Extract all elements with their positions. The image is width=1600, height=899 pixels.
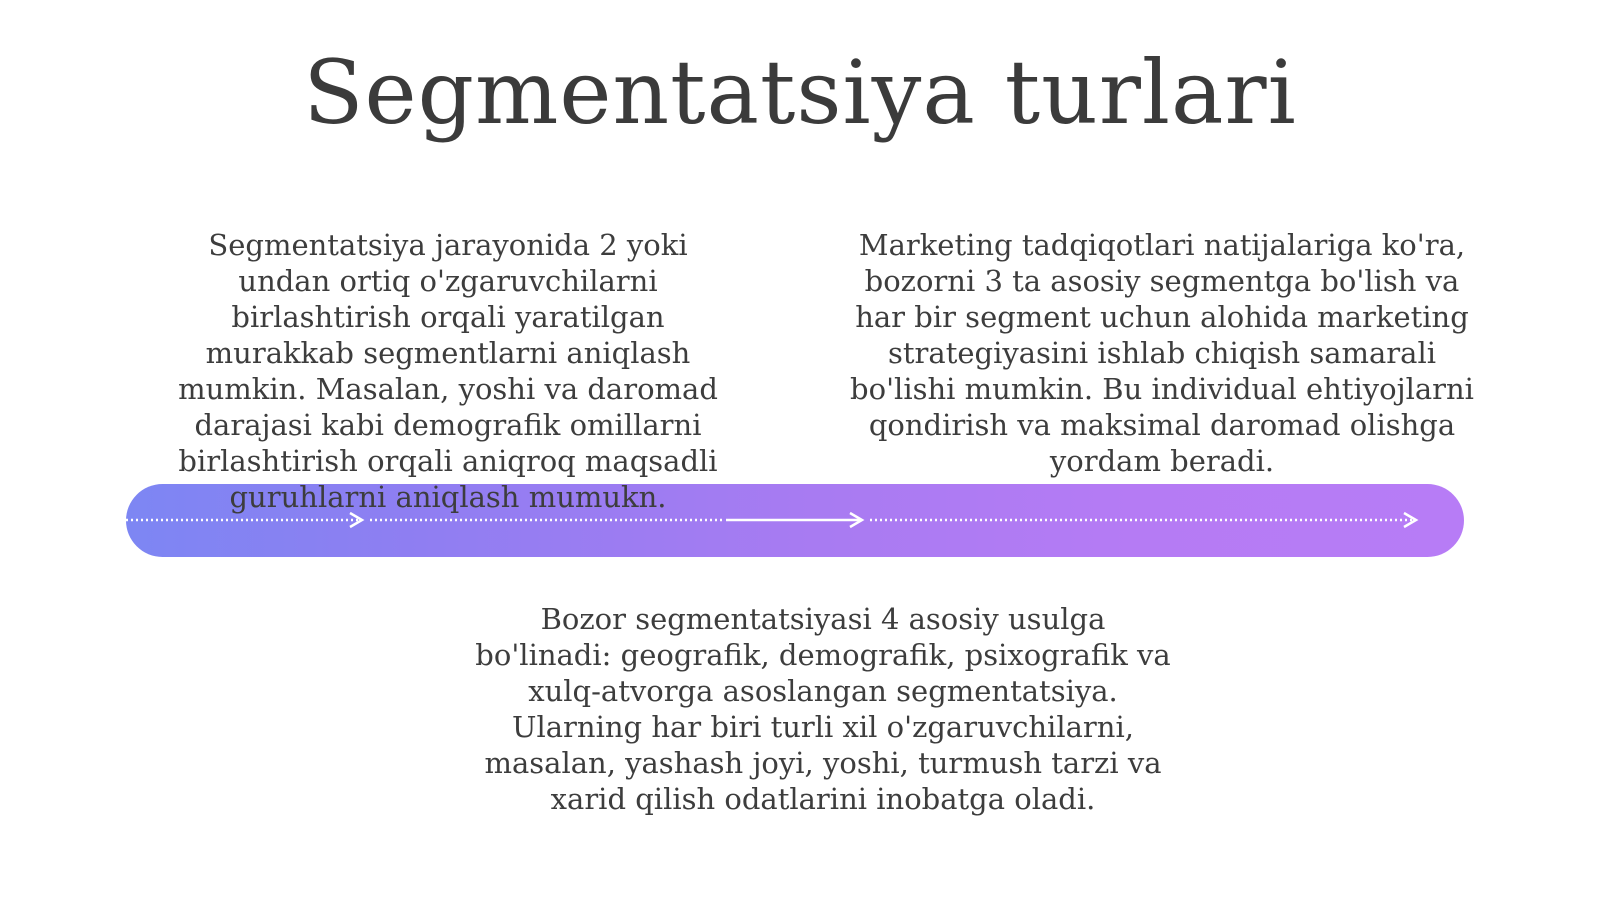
left-text-block: Segmentatsiya jarayonida 2 yoki undan ortiq o'zgaruvchilarni birlashtirish orqali yaratilgan murakkab segmentlarni aniqlash mumkin. Masalan, yoshi va daromad darajasi kabi demografik omillarni birlashtirish orqali aniqroq maqsadli guruhlarni aniqlash mumukn.: [178, 228, 718, 514]
right-text-block: Marketing tadqiqotlari natijalariga ko'ra, bozorni 3 ta asosiy segmentga bo'lish va har bir segment uchun alohida marketing strategiyasini ishlab chiqish samarali bo'lishi mumkin. Bu individual ehtiyojlarni qondirish va maksimal daromad olishga yordam beradi.: [850, 228, 1474, 478]
bottom-text-block: Bozor segmentatsiyasi 4 asosiy usulga bo'linadi: geografik, demografik, psixografik va xulq-atvorga asoslangan segmentatsiya. Ularning har biri turli xil o'zgaruvchilarni, masalan, yashash joyi, yoshi, turmush tarzi va xarid qilish odatlarini inobatga oladi.: [475, 602, 1171, 816]
slide-title: Segmentatsiya turlari: [303, 41, 1297, 144]
